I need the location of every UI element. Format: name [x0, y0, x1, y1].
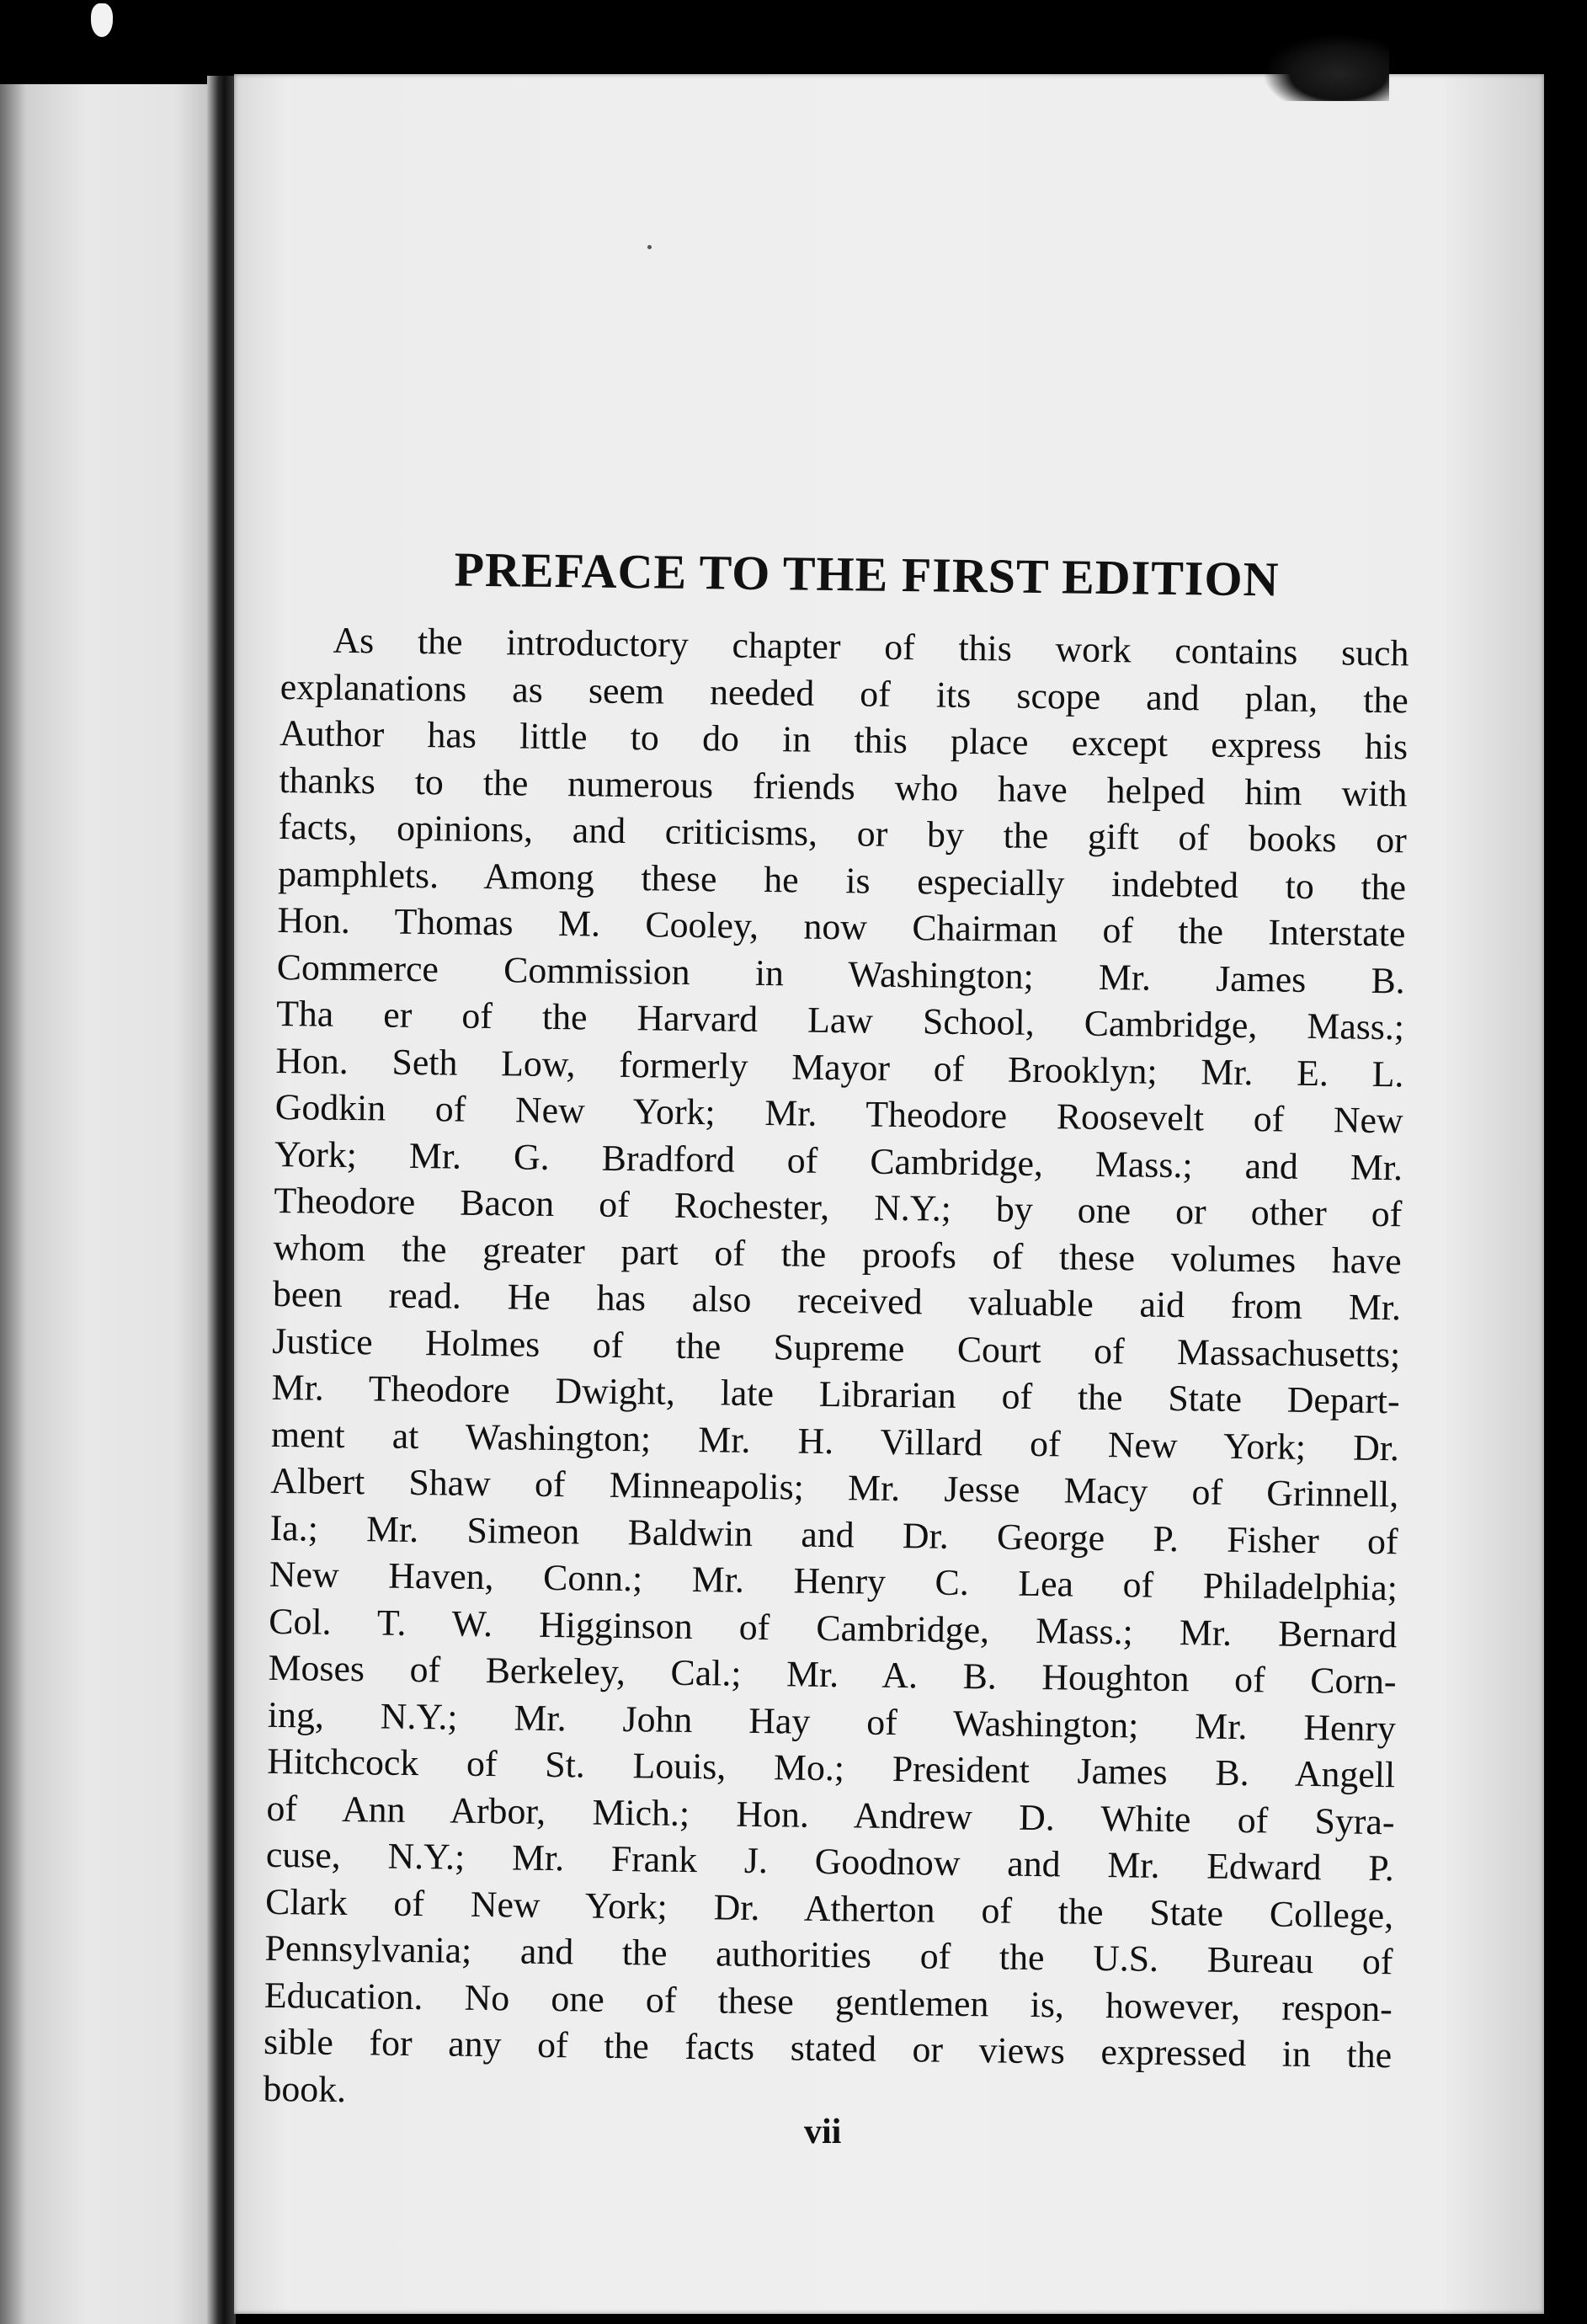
text-line: book. [263, 2068, 347, 2110]
text-line: Godkin of New York; Mr. Theodore Roosevelt of New [274, 1086, 1403, 1142]
text-line: Commerce Commission in Washington; Mr. James B. [276, 946, 1405, 1001]
text-line: Tha er of the Harvard Law School, Cambridge, Mass.; [275, 993, 1405, 1048]
text-line: Col. T. W. Higginson of Cambridge, Mass.; Mr. Bernard [269, 1601, 1398, 1655]
preface-paragraph [263, 617, 1409, 2126]
page-title: PREFACE TO THE FIRST EDITION [454, 541, 1280, 607]
text-line: Pennsylvania; and the authorities of the U.S. Bureau of [264, 1927, 1393, 1983]
text-line: Moses of Berkeley, Cal.; Mr. A. B. Houghton of Corn- [268, 1647, 1397, 1703]
paper-speck [647, 245, 652, 249]
text-line: whom the greater part of the proofs of these volumes have [273, 1227, 1402, 1282]
preface-content [263, 539, 1410, 2126]
text-line: Hon. Thomas M. Cooley, now Chairman of the Interstate [277, 899, 1406, 955]
left-facing-page [0, 84, 217, 2324]
text-line: Clark of New York; Dr. Atherton of the State College, [264, 1881, 1394, 1936]
text-line: pamphlets. Among these he is especially indebted to the [277, 853, 1407, 908]
text-line: Albert Shaw of Minneapolis; Mr. Jesse Macy of Grinnell, [270, 1460, 1399, 1516]
text-line: Theodore Bacon of Rochester, N.Y.; by one or other of [274, 1180, 1403, 1235]
text-line: Ia.; Mr. Simeon Baldwin and Dr. George P. Fisher of [269, 1507, 1398, 1562]
text-line: ing, N.Y.; Mr. John Hay of Washington; Mr. Henry [267, 1694, 1397, 1749]
text-line: explanations as seem needed of its scope and plan, the [280, 666, 1409, 721]
text-line: thanks to the numerous friends who have helped him with [279, 760, 1408, 814]
page-number: vii [804, 2113, 842, 2151]
text-line: sible for any of the facts stated or views expressed in the [263, 2021, 1393, 2076]
text-line: of Ann Arbor, Mich.; Hon. Andrew D. White of Syra- [266, 1788, 1395, 1842]
book-gutter [207, 76, 236, 2324]
text-line: facts, opinions, and criticisms, or by the gift of books or [278, 806, 1408, 861]
text-line: Justice Holmes of the Supreme Court of Massachusetts; [272, 1320, 1401, 1375]
text-line: ment at Washington; Mr. H. Villard of New York; Dr. [270, 1414, 1400, 1468]
text-line: As the introductory chapter of this work contains such [333, 620, 1409, 674]
page-corner-damage [1263, 34, 1389, 101]
text-line: Mr. Theodore Dwight, late Librarian of the State Depart- [271, 1367, 1400, 1422]
text-line: Education. No one of these gentlemen is, however, respon- [264, 1975, 1393, 2029]
text-line: Hon. Seth Low, formerly Mayor of Brooklyn; Mr. E. L. [275, 1040, 1404, 1095]
text-line: New Haven, Conn.; Mr. Henry C. Lea of Philadelphia; [269, 1554, 1398, 1609]
text-line: Hitchcock of St. Louis, Mo.; President James B. Angell [266, 1740, 1396, 1796]
text-line: cuse, N.Y.; Mr. Frank J. Goodnow and Mr. Edward P. [265, 1834, 1395, 1890]
scan-artifact [91, 3, 113, 37]
text-line: been read. He has also received valuable aid from Mr. [272, 1273, 1402, 1329]
text-line: Author has little to do in this place except express his [279, 712, 1409, 768]
page-edge-shadow [1544, 59, 1587, 2324]
text-line: York; Mr. G. Bradford of Cambridge, Mass.; and Mr. [274, 1133, 1403, 1188]
